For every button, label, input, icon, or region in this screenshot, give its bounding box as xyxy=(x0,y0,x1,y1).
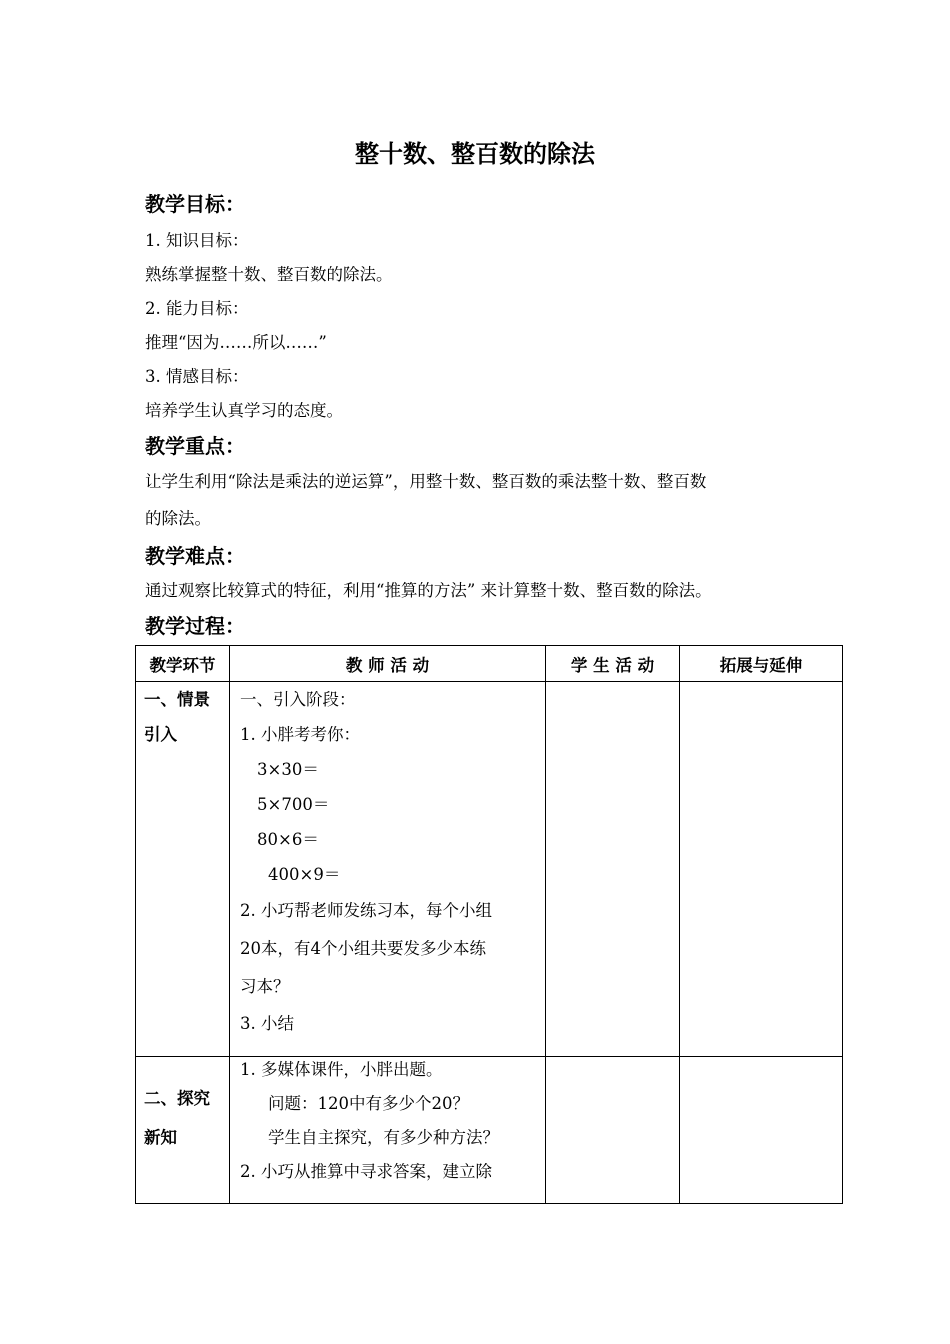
key-points-heading: 教学重点： xyxy=(145,434,245,458)
key-points-line-2: 的除法。 xyxy=(145,509,211,528)
teacher-cell xyxy=(230,682,546,1057)
objective-2-text: 推理“因为……所以……” xyxy=(145,333,327,352)
difficulties-text: 通过观察比较算式的特征，利用“推算的方法” 来计算整十数、整百数的除法。 xyxy=(145,581,712,600)
teacher-line: 1. 小胖考考你： xyxy=(240,725,360,744)
header-student: 学 生 活 动 xyxy=(546,646,680,682)
stage-cell xyxy=(136,1057,230,1204)
teacher-cell xyxy=(230,1057,546,1204)
header-teacher: 教 师 活 动 xyxy=(230,646,546,682)
teacher-line: 一、引入阶段： xyxy=(240,690,356,709)
teacher-line: 习本？ xyxy=(240,977,290,996)
difficulties-heading: 教学难点： xyxy=(145,544,245,568)
stage-line: 一、情景 xyxy=(144,690,210,709)
teacher-line: 学生自主探究，有多少种方法？ xyxy=(268,1128,499,1147)
table-header-row xyxy=(136,646,843,682)
objectives-heading: 教学目标： xyxy=(145,192,245,216)
extension-cell xyxy=(680,1057,843,1204)
extension-cell xyxy=(680,682,843,1057)
table-row xyxy=(136,682,843,1057)
teacher-line: 5×700＝ xyxy=(257,795,330,814)
stage-line: 二、探究 xyxy=(144,1089,210,1108)
header-stage: 教学环节 xyxy=(136,646,230,682)
objective-1-label: 1. 知识目标： xyxy=(145,231,249,250)
teacher-line: 20本，有4个小组共要发多少本练 xyxy=(240,939,486,958)
teacher-line: 400×9＝ xyxy=(268,865,341,884)
stage-line: 引入 xyxy=(144,725,177,744)
teacher-line: 3×30＝ xyxy=(257,760,319,779)
teacher-line: 2. 小巧从推算中寻求答案，建立除 xyxy=(240,1162,492,1181)
objective-1-text: 熟练掌握整十数、整百数的除法。 xyxy=(145,265,393,284)
objective-3-text: 培养学生认真学习的态度。 xyxy=(145,401,343,420)
process-table xyxy=(135,645,843,1204)
student-cell xyxy=(546,1057,680,1204)
table-row xyxy=(136,1057,843,1204)
teacher-line: 3. 小结 xyxy=(240,1014,294,1033)
student-cell xyxy=(546,682,680,1057)
header-extension: 拓展与延伸 xyxy=(680,646,843,682)
objective-3-label: 3. 情感目标： xyxy=(145,367,249,386)
teacher-line: 80×6＝ xyxy=(257,830,319,849)
teacher-line: 1. 多媒体课件，小胖出题。 xyxy=(240,1060,443,1079)
process-heading: 教学过程： xyxy=(145,614,245,638)
teacher-line: 问题：120中有多少个20？ xyxy=(268,1094,469,1113)
teacher-line: 2. 小巧帮老师发练习本，每个小组 xyxy=(240,901,492,920)
document-title: 整十数、整百数的除法 xyxy=(355,140,595,168)
stage-cell xyxy=(136,682,230,1057)
objective-2-label: 2. 能力目标： xyxy=(145,299,249,318)
stage-line: 新知 xyxy=(144,1128,177,1147)
key-points-line-1: 让学生利用“除法是乘法的逆运算”，用整十数、整百数的乘法整十数、整百数 xyxy=(145,472,707,491)
